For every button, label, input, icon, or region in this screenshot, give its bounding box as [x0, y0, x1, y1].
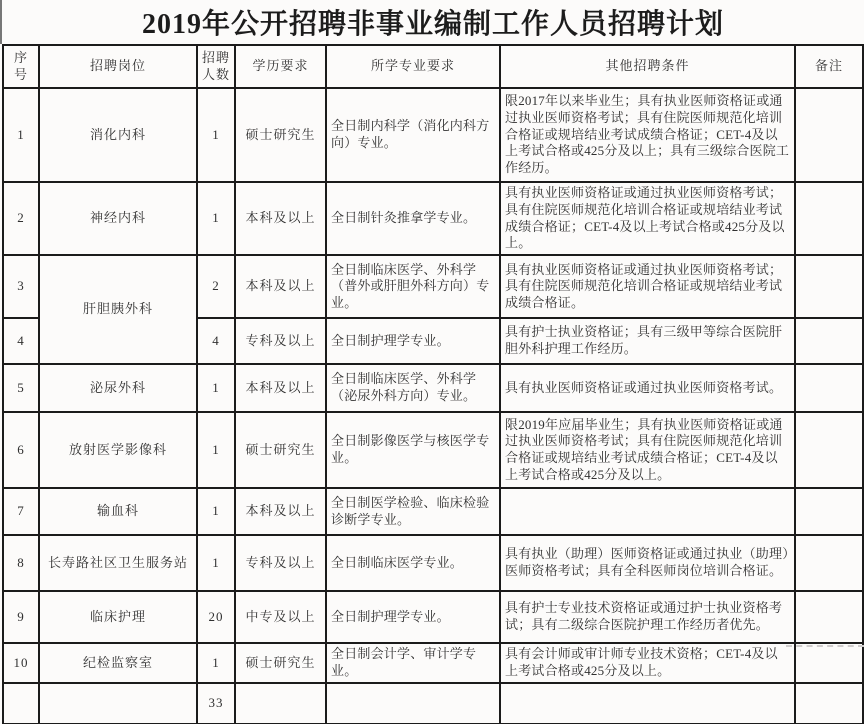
cell-remark: [795, 683, 863, 724]
cell-count: 20: [197, 591, 235, 643]
cell-total-count: 33: [197, 683, 235, 724]
cell-serial: 10: [3, 643, 39, 683]
cell-position: 放射医学影像科: [39, 412, 197, 488]
table-row: [3, 591, 863, 643]
cell-conditions: 限2017年以来毕业生；具有执业医师资格证或通过执业医师资格考试；具有住院医师规范化培训合格证或规培结业考试成绩合格证；CET-4及以上考试合格或425分及以上；具有三级综合医院工作经历。: [500, 88, 795, 182]
cell-serial: 6: [3, 412, 39, 488]
cell-remark: [795, 364, 863, 412]
cell-position: 输血科: [39, 488, 197, 535]
cell-position-merged: 肝胆胰外科: [39, 255, 197, 364]
header-serial-number: 序号: [3, 45, 39, 88]
table-total-row: [3, 683, 863, 724]
cell-remark: [795, 643, 863, 683]
cell-position: 泌尿外科: [39, 364, 197, 412]
cell-conditions: 具有执业医师资格证或通过执业医师资格考试；具有住院医师规范化培训合格证或规培结业考试成绩合格证；CET-4及以上考试合格或425分及以上。: [500, 182, 795, 255]
table-row: [3, 182, 863, 255]
cell-count: 1: [197, 412, 235, 488]
cell-education: [235, 683, 326, 724]
cell-major: 全日制医学检验、临床检验诊断学专业。: [326, 488, 500, 535]
cell-serial: 5: [3, 364, 39, 412]
cell-education: 专科及以上: [235, 318, 326, 364]
cell-remark: [795, 488, 863, 535]
cell-count: 1: [197, 643, 235, 683]
cell-education: 本科及以上: [235, 488, 326, 535]
cell-count: 1: [197, 88, 235, 182]
cell-remark: [795, 318, 863, 364]
cell-count: 2: [197, 255, 235, 318]
cell-major: 全日制护理学专业。: [326, 591, 500, 643]
table-row: [3, 488, 863, 535]
table-row: [3, 364, 863, 412]
cell-serial: 2: [3, 182, 39, 255]
cell-education: 硕士研究生: [235, 643, 326, 683]
cell-position: 临床护理: [39, 591, 197, 643]
cell-major: 全日制临床医学、外科学（普外或肝胆外科方向）专业。: [326, 255, 500, 318]
cell-education: 硕士研究生: [235, 412, 326, 488]
cell-count: 1: [197, 488, 235, 535]
cell-position: 长寿路社区卫生服务站: [39, 535, 197, 591]
cell-education: 专科及以上: [235, 535, 326, 591]
cell-conditions: 具有执业（助理）医师资格证或通过执业（助理）医师资格考试；具有全科医师岗位培训合格证。: [500, 535, 795, 591]
cell-conditions: 具有会计师或审计师专业技术资格；CET-4及以上考试合格或425分及以上。: [500, 643, 795, 683]
cell-remark: [795, 412, 863, 488]
scan-artifact-dashed-line: [786, 645, 864, 647]
cell-education: 本科及以上: [235, 182, 326, 255]
cell-major: 全日制护理学专业。: [326, 318, 500, 364]
cell-serial: 8: [3, 535, 39, 591]
cell-remark: [795, 591, 863, 643]
page-title: 2019年公开招聘非事业编制工作人员招聘计划: [0, 0, 864, 44]
cell-major: 全日制内科学（消化内科方向）专业。: [326, 88, 500, 182]
header-education: 学历要求: [235, 45, 326, 88]
cell-serial: 1: [3, 88, 39, 182]
cell-major: 全日制临床医学、外科学（泌尿外科方向）专业。: [326, 364, 500, 412]
cell-serial: [3, 683, 39, 724]
cell-serial: 9: [3, 591, 39, 643]
cell-conditions: 限2019年应届毕业生；具有执业医师资格证或通过执业医师资格考试；具有住院医师规范化培训合格证或规培结业考试成绩合格证；CET-4及以上考试合格或425分及以上。: [500, 412, 795, 488]
cell-education: 硕士研究生: [235, 88, 326, 182]
cell-serial: 3: [3, 255, 39, 318]
header-position: 招聘岗位: [39, 45, 197, 88]
header-headcount: 招聘人数: [197, 45, 235, 88]
cell-count: 4: [197, 318, 235, 364]
table-row: [3, 255, 863, 318]
table-header-row: [3, 45, 863, 88]
cell-position: 纪检监察室: [39, 643, 197, 683]
table-row: [3, 535, 863, 591]
header-remark: 备注: [795, 45, 863, 88]
cell-position: 神经内科: [39, 182, 197, 255]
cell-education: 本科及以上: [235, 255, 326, 318]
cell-major: 全日制临床医学专业。: [326, 535, 500, 591]
cell-conditions: [500, 488, 795, 535]
cell-remark: [795, 255, 863, 318]
cell-conditions: 具有执业医师资格证或通过执业医师资格考试；具有住院医师规范化培训合格证或规培结业考试成绩合格证。: [500, 255, 795, 318]
table-row: [3, 412, 863, 488]
table-row: [3, 643, 863, 683]
cell-major: 全日制影像医学与核医学专业。: [326, 412, 500, 488]
cell-position: [39, 683, 197, 724]
recruitment-table: [2, 44, 864, 724]
cell-education: 本科及以上: [235, 364, 326, 412]
cell-conditions: 具有执业医师资格证或通过执业医师资格考试。: [500, 364, 795, 412]
cell-remark: [795, 182, 863, 255]
cell-major: 全日制针灸推拿学专业。: [326, 182, 500, 255]
cell-major: [326, 683, 500, 724]
cell-remark: [795, 88, 863, 182]
cell-count: 1: [197, 182, 235, 255]
cell-position: 消化内科: [39, 88, 197, 182]
cell-remark: [795, 535, 863, 591]
cell-serial: 4: [3, 318, 39, 364]
cell-conditions: 具有护士专业技术资格证或通过护士执业资格考试；具有二级综合医院护理工作经历者优先。: [500, 591, 795, 643]
cell-conditions: 具有护士执业资格证；具有三级甲等综合医院肝胆外科护理工作经历。: [500, 318, 795, 364]
cell-major: 全日制会计学、审计学专业。: [326, 643, 500, 683]
cell-serial: 7: [3, 488, 39, 535]
cell-education: 中专及以上: [235, 591, 326, 643]
cell-count: 1: [197, 535, 235, 591]
header-other-conditions: 其他招聘条件: [500, 45, 795, 88]
header-major: 所学专业要求: [326, 45, 500, 88]
cell-conditions: [500, 683, 795, 724]
cell-count: 1: [197, 364, 235, 412]
table-row: [3, 88, 863, 182]
